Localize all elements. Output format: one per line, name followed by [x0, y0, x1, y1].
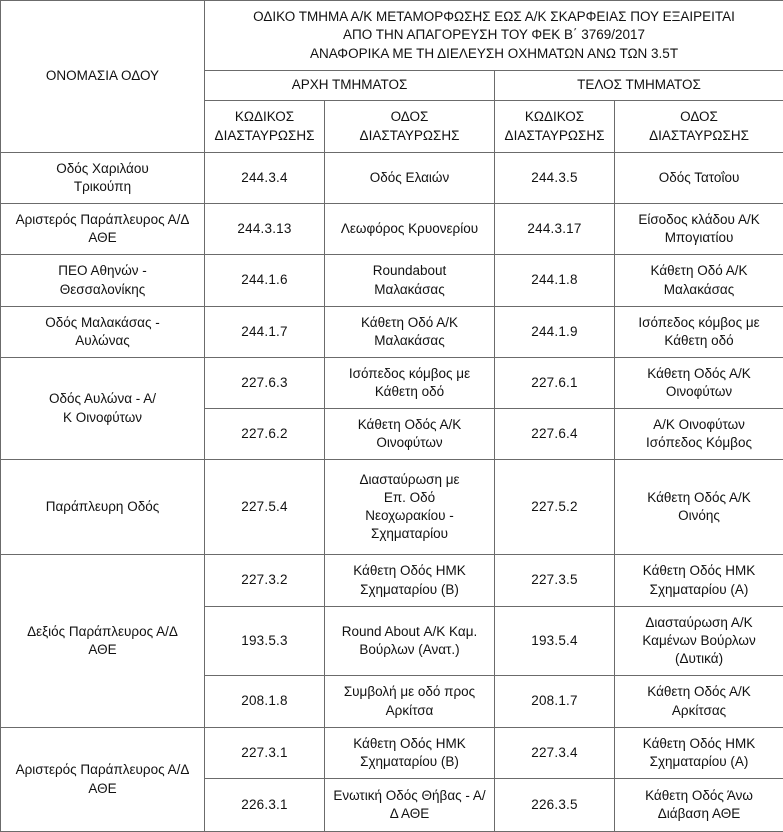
table-title-line: ΟΔΙΚΟ ΤΜΗΜΑ Α/Κ ΜΕΤΑΜΟΡΦΩΣΗΣ ΕΩΣ Α/Κ ΣΚΑΡΦΕΙΑΣ ΠΟΥ ΕΞΑΙΡΕΙΤΑΙ	[209, 8, 779, 26]
table-title-line: ΑΠΟ ΤΗΝ ΑΠΑΓΟΡΕΥΣΗ ΤΟΥ ΦΕΚ Β΄ 3769/2017	[209, 26, 779, 44]
end-road-cell: Κάθετη Οδός Α/Κ Αρκίτσας	[615, 676, 783, 728]
start-code-cell: 227.6.3	[205, 358, 325, 409]
end-code-header: ΚΩΔΙΚΟΣ ΔΙΑΣΤΑΥΡΩΣΗΣ	[495, 101, 615, 153]
end-code-cell: 244.1.9	[495, 307, 615, 358]
start-road-cell: Κάθετη Οδός Α/Κ Οινοφύτων	[325, 409, 495, 460]
start-road-cell: Κάθετη Οδός ΗΜΚ Σχηματαρίου (Β)	[325, 728, 495, 779]
start-code-cell: 208.1.8	[205, 676, 325, 728]
end-section-header: ΤΕΛΟΣ ΤΜΗΜΑΤΟΣ	[495, 71, 783, 101]
table-row	[1, 460, 783, 555]
end-code-cell: 208.1.7	[495, 676, 615, 728]
start-section-header: ΑΡΧΗ ΤΜΗΜΑΤΟΣ	[205, 71, 495, 101]
start-code-cell: 227.6.2	[205, 409, 325, 460]
end-code-cell: 227.6.4	[495, 409, 615, 460]
table-row	[1, 555, 783, 607]
road-name-cell: Οδός Αυλώνα - Α/Κ Οινοφύτων	[1, 358, 205, 460]
road-name-cell: Αριστερός Παράπλευρος Α/Δ ΑΘΕ	[1, 204, 205, 255]
start-code-cell: 244.3.4	[205, 153, 325, 204]
road-name-cell: Οδός Χαριλάου Τρικούπη	[1, 153, 205, 204]
road-name-cell: Παράπλευρη Οδός	[1, 460, 205, 555]
end-road-cell: Κάθετη Οδό Α/Κ Μαλακάσας	[615, 255, 783, 307]
end-road-cell: Κάθετη Οδός Α/Κ Οινόης	[615, 460, 783, 555]
start-road-cell: Roundabout Μαλακάσας	[325, 255, 495, 307]
table-row	[1, 255, 783, 307]
end-code-cell: 193.5.4	[495, 607, 615, 676]
start-code-cell: 244.1.6	[205, 255, 325, 307]
end-road-cell: Διασταύρωση Α/Κ Καμένων Βούρλων (Δυτικά)	[615, 607, 783, 676]
start-code-cell: 244.1.7	[205, 307, 325, 358]
end-road-cell: Είσοδος κλάδου Α/Κ Μπογιατίου	[615, 204, 783, 255]
end-code-cell: 244.1.8	[495, 255, 615, 307]
start-road-cell: Round About Α/Κ Καμ. Βούρλων (Ανατ.)	[325, 607, 495, 676]
start-road-cell: Οδός Ελαιών	[325, 153, 495, 204]
end-road-cell: Κάθετη Οδός Άνω Διάβαση ΑΘΕ	[615, 779, 783, 832]
start-code-cell: 227.3.1	[205, 728, 325, 779]
end-road-cell: Κάθετη Οδός ΗΜΚ Σχηματαρίου (Α)	[615, 555, 783, 607]
table-row	[1, 358, 783, 409]
start-road-cell: Διασταύρωση με Επ. Οδό Νεοχωρακίου - Σχηματαρίου	[325, 460, 495, 555]
start-road-cell: Κάθετη Οδό Α/Κ Μαλακάσας	[325, 307, 495, 358]
road-name-cell: Δεξιός Παράπλευρος Α/Δ ΑΘΕ	[1, 555, 205, 728]
road-name-cell: ΠΕΟ Αθηνών - Θεσσαλονίκης	[1, 255, 205, 307]
table-row	[1, 153, 783, 204]
end-road-header: ΟΔΟΣ ΔΙΑΣΤΑΥΡΩΣΗΣ	[615, 101, 783, 153]
road-name-header: ΟΝΟΜΑΣΙΑ ΟΔΟΥ	[1, 1, 205, 153]
table-title	[205, 1, 783, 71]
table-row	[1, 728, 783, 779]
start-code-header: ΚΩΔΙΚΟΣ ΔΙΑΣΤΑΥΡΩΣΗΣ	[205, 101, 325, 153]
start-code-cell: 244.3.13	[205, 204, 325, 255]
road-name-cell: Οδός Μαλακάσας - Αυλώνας	[1, 307, 205, 358]
end-road-cell: Κάθετη Οδός ΗΜΚ Σχηματαρίου (Α)	[615, 728, 783, 779]
table-row	[1, 307, 783, 358]
start-code-cell: 227.3.2	[205, 555, 325, 607]
end-code-cell: 244.3.5	[495, 153, 615, 204]
end-road-cell: Α/Κ Οινοφύτων Ισόπεδος Κόμβος	[615, 409, 783, 460]
start-road-cell: Ισόπεδος κόμβος με Κάθετη οδό	[325, 358, 495, 409]
end-road-cell: Κάθετη Οδός Α/Κ Οινοφύτων	[615, 358, 783, 409]
start-road-header: ΟΔΟΣ ΔΙΑΣΤΑΥΡΩΣΗΣ	[325, 101, 495, 153]
start-road-cell: Συμβολή με οδό προς Αρκίτσα	[325, 676, 495, 728]
end-code-cell: 226.3.5	[495, 779, 615, 832]
start-road-cell: Ενωτική Οδός Θήβας - Α/Δ ΑΘΕ	[325, 779, 495, 832]
start-code-cell: 193.5.3	[205, 607, 325, 676]
end-code-cell: 244.3.17	[495, 204, 615, 255]
end-code-cell: 227.3.5	[495, 555, 615, 607]
road-name-cell: Αριστερός Παράπλευρος Α/Δ ΑΘΕ	[1, 728, 205, 832]
start-road-cell: Λεωφόρος Κρυονερίου	[325, 204, 495, 255]
table-row	[1, 204, 783, 255]
end-code-cell: 227.3.4	[495, 728, 615, 779]
end-road-cell: Οδός Τατοΐου	[615, 153, 783, 204]
start-road-cell: Κάθετη Οδός ΗΜΚ Σχηματαρίου (Β)	[325, 555, 495, 607]
start-code-cell: 227.5.4	[205, 460, 325, 555]
table-title-line: ΑΝΑΦΟΡΙΚΑ ΜΕ ΤΗ ΔΙΕΛΕΥΣΗ ΟΧΗΜΑΤΩΝ ΑΝΩ ΤΩΝ 3.5Τ	[209, 45, 779, 63]
end-road-cell: Ισόπεδος κόμβος με Κάθετη οδό	[615, 307, 783, 358]
end-code-cell: 227.5.2	[495, 460, 615, 555]
start-code-cell: 226.3.1	[205, 779, 325, 832]
end-code-cell: 227.6.1	[495, 358, 615, 409]
